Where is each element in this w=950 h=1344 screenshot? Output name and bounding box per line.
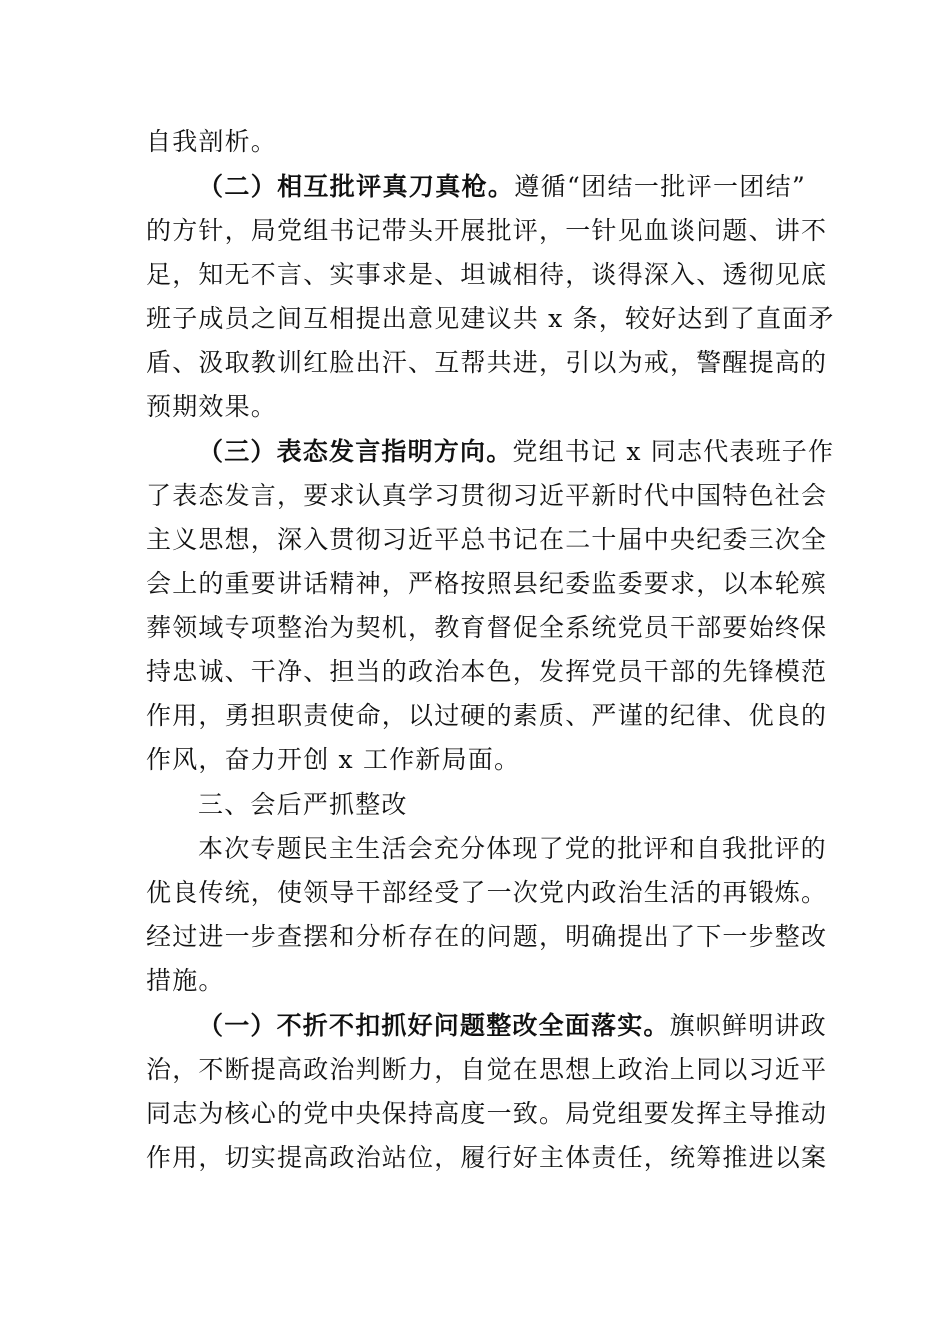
line-text: 会上的重要讲话精神，严格按照县纪委监委要求，以本轮殡 <box>146 569 828 598</box>
subsection-heading-line <box>198 1006 827 1046</box>
subsection-heading: （三）表态发言指明方向。 <box>198 437 513 466</box>
text-line <box>146 740 806 780</box>
text-line <box>146 299 835 339</box>
line-text: 同志为核心的党中央保持高度一致。局党组要发挥主导推动 <box>146 1099 828 1128</box>
text-line <box>146 564 828 604</box>
text-line <box>146 696 828 736</box>
line-text: 班子成员之间互相提出意见建议共 x 条，较好达到了直面矛 <box>146 304 835 333</box>
line-text: 的方针，局党组书记带头开展批评，一针见血谈问题、讲不 <box>146 216 828 245</box>
text-line <box>146 873 828 913</box>
text-line <box>146 255 828 295</box>
line-text: 旗帜鲜明讲政 <box>669 1011 827 1040</box>
line-text: 主义思想，深入贯彻习近平总书记在二十届中央纪委三次全 <box>146 525 828 554</box>
line-text: 措施。 <box>146 966 225 995</box>
line-text: 作风，奋力开创 x 工作新局面。 <box>146 745 521 774</box>
line-text: 足，知无不言、实事求是、坦诚相待，谈得深入、透彻见底 <box>146 260 828 289</box>
line-text: 持忠诚、干净、担当的政治本色，发挥党员干部的先锋模范 <box>146 657 828 686</box>
line-text: 经过进一步查摆和分析存在的问题，明确提出了下一步整改 <box>146 922 828 951</box>
text-line <box>146 211 828 251</box>
line-text: 治，不断提高政治判断力，自觉在思想上政治上同以习近平 <box>146 1055 828 1084</box>
text-line <box>146 1050 828 1090</box>
text-line <box>146 608 828 648</box>
subsection-heading: （一）不折不扣抓好问题整改全面落实。 <box>198 1011 670 1040</box>
line-text: 党组书记 x 同志代表班子作 <box>512 437 835 466</box>
line-text: 盾、汲取教训红脸出汗、互帮共进，引以为戒，警醒提高的 <box>146 348 828 377</box>
line-text: 优良传统，使领导干部经受了一次党内政治生活的再锻炼。 <box>146 878 828 907</box>
subsection-heading-line <box>198 167 806 207</box>
line-text: 自我剖析。 <box>146 127 278 156</box>
line-text: 本次专题民主生活会充分体现了党的批评和自我批评的 <box>198 834 827 863</box>
text-line <box>146 387 806 427</box>
text-line <box>198 829 827 869</box>
text-line <box>146 917 828 957</box>
text-line <box>146 1094 828 1134</box>
line-text: 作用，切实提高政治站位，履行好主体责任，统筹推进以案 <box>146 1143 828 1172</box>
text-line <box>146 1138 828 1178</box>
text-line <box>146 476 828 516</box>
text-line <box>146 961 806 1001</box>
subsection-heading-line <box>198 432 835 472</box>
line-text: 预期效果。 <box>146 392 278 421</box>
text-line <box>146 652 828 692</box>
line-text: 作用，勇担职责使命，以过硬的素质、严谨的纪律、优良的 <box>146 701 828 730</box>
line-text: 葬领域专项整治为契机，教育督促全系统党员干部要始终保 <box>146 613 828 642</box>
line-text: 遵循“团结一批评一团结” <box>514 172 806 201</box>
section-heading <box>198 785 806 825</box>
subsection-heading: （二）相互批评真刀真枪。 <box>198 172 515 201</box>
text-line <box>146 122 806 162</box>
line-text: 了表态发言，要求认真学习贯彻习近平新时代中国特色社会 <box>146 481 828 510</box>
text-line <box>146 520 828 560</box>
section-heading-text: 三、会后严抓整改 <box>198 790 408 819</box>
text-line <box>146 343 828 383</box>
